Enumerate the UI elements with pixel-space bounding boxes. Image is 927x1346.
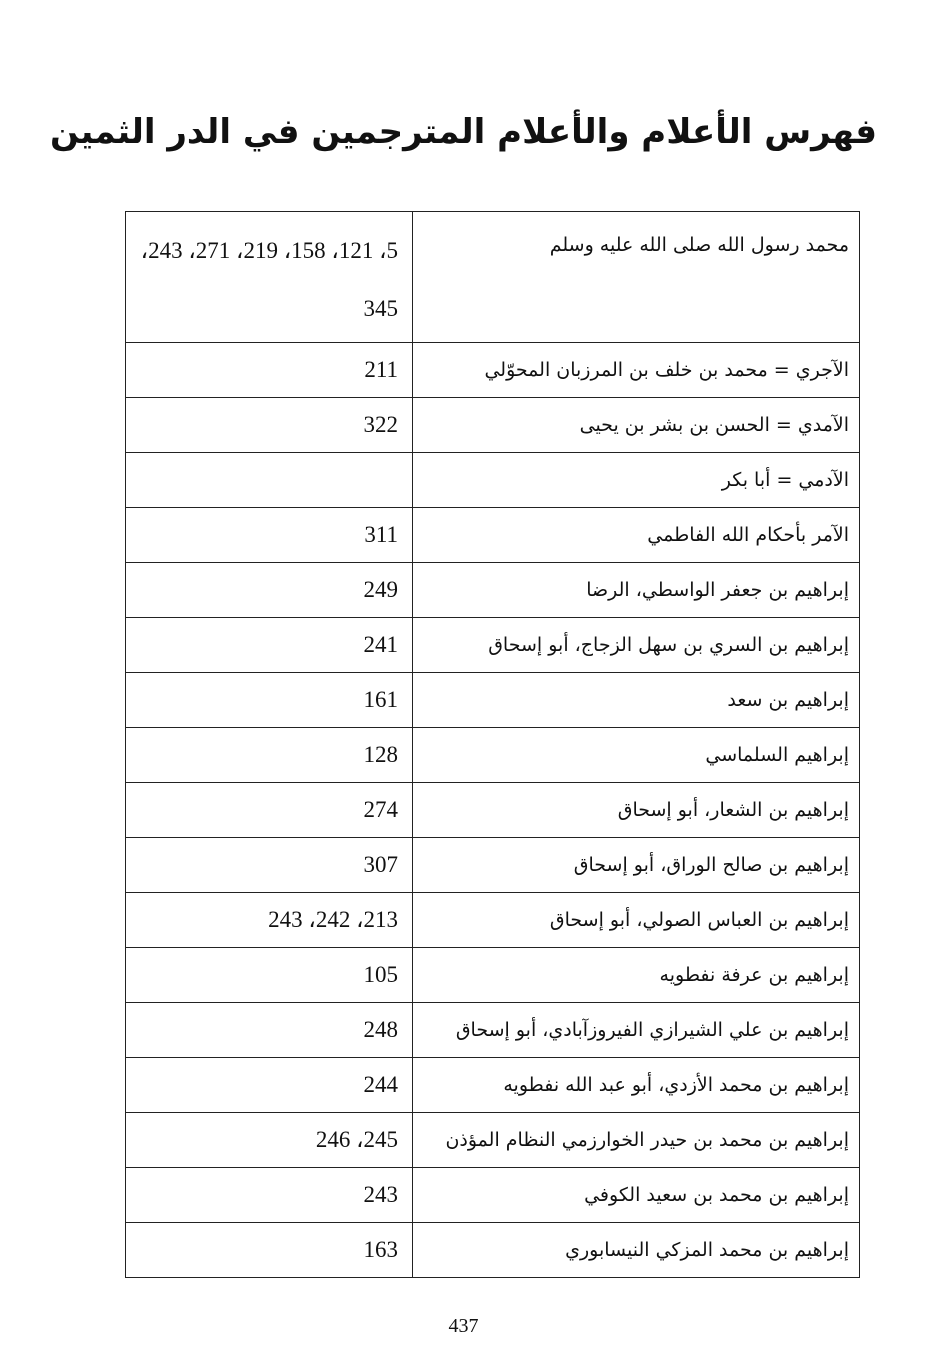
table-row (126, 673, 860, 728)
page-references: 249 (126, 563, 413, 618)
page-references: 243 (126, 1168, 413, 1223)
person-name: الآمر بأحكام الله الفاطمي (413, 508, 860, 563)
person-name: إبراهيم بن السري بن سهل الزجاج، أبو إسحاق (413, 618, 860, 673)
page-references: 274 (126, 783, 413, 838)
page-references: 161 (126, 673, 413, 728)
person-name: إبراهيم بن سعد (413, 673, 860, 728)
person-name: الآدمي = أبا بكر (413, 453, 860, 508)
index-table (125, 211, 860, 1278)
person-name: إبراهيم بن جعفر الواسطي، الرضا (413, 563, 860, 618)
page-references: 163 (126, 1223, 413, 1278)
page-references (126, 453, 413, 508)
page-references: 128 (126, 728, 413, 783)
table-row (126, 948, 860, 1003)
person-name: إبراهيم بن محمد بن حيدر الخوارزمي النظام المؤذن (413, 1113, 860, 1168)
person-name: إبراهيم بن علي الشيرازي الفيروزآبادي، أبو إسحاق (413, 1003, 860, 1058)
table-row (126, 563, 860, 618)
page-references: 241 (126, 618, 413, 673)
person-name: الآمدي = الحسن بن بشر بن يحيى (413, 398, 860, 453)
page-references: 248 (126, 1003, 413, 1058)
page-references: 244 (126, 1058, 413, 1113)
page-references: 5، 121، 158، 219، 271، 243، 345 (126, 212, 413, 343)
table-row (126, 783, 860, 838)
table-row (126, 1168, 860, 1223)
person-name: إبراهيم بن صالح الوراق، أبو إسحاق (413, 838, 860, 893)
person-name: إبراهيم بن محمد المزكي النيسابوري (413, 1223, 860, 1278)
person-name: الآجري = محمد بن خلف بن المرزبان المحوّلي (413, 343, 860, 398)
page-references: 211 (126, 343, 413, 398)
table-row (126, 728, 860, 783)
table-row (126, 453, 860, 508)
page-number: 437 (448, 1315, 479, 1337)
page-references: 322 (126, 398, 413, 453)
page-references: 105 (126, 948, 413, 1003)
table-row (126, 508, 860, 563)
table-row (126, 618, 860, 673)
page-title: فهرس الأعلام والأعلام المترجمين في الدر الثمين (49, 112, 878, 152)
table-row (126, 1223, 860, 1278)
person-name: إبراهيم بن الشعار، أبو إسحاق (413, 783, 860, 838)
person-name: إبراهيم السلماسي (413, 728, 860, 783)
table-row (126, 398, 860, 453)
person-name: إبراهيم بن عرفة نفطويه (413, 948, 860, 1003)
person-name: إبراهيم بن محمد بن سعيد الكوفي (413, 1168, 860, 1223)
table-row (126, 838, 860, 893)
table-row (126, 1058, 860, 1113)
table-row (126, 212, 860, 343)
page-references: 245، 246 (126, 1113, 413, 1168)
person-name: إبراهيم بن محمد الأزدي، أبو عبد الله نفطويه (413, 1058, 860, 1113)
person-name: إبراهيم بن العباس الصولي، أبو إسحاق (413, 893, 860, 948)
page-references: 213، 242، 243 (126, 893, 413, 948)
table-row (126, 1003, 860, 1058)
table-row (126, 343, 860, 398)
person-name: محمد رسول الله صلى الله عليه وسلم (413, 212, 860, 343)
page-references: 311 (126, 508, 413, 563)
page-references: 307 (126, 838, 413, 893)
table-row (126, 893, 860, 948)
table-row (126, 1113, 860, 1168)
